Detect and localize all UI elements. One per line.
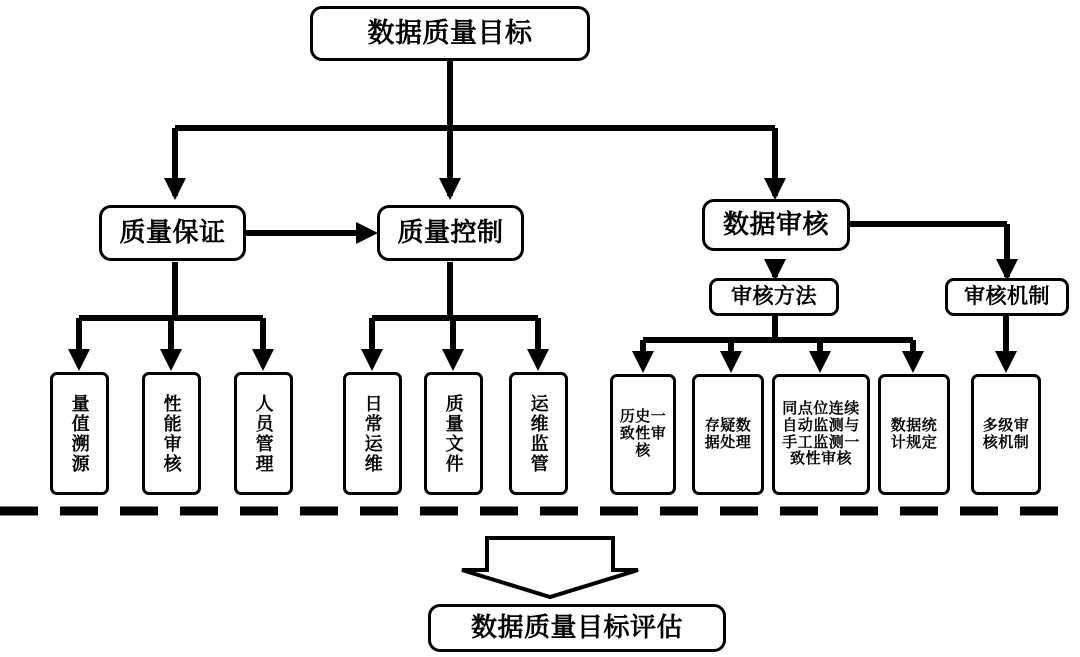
leaf-traceability[interactable] bbox=[50, 372, 109, 495]
node-label: 历史一致性审核 bbox=[619, 408, 667, 459]
leaf-personnel-management[interactable] bbox=[234, 372, 293, 495]
node-label: 数据质量目标 bbox=[367, 18, 533, 49]
node-quality-control[interactable] bbox=[377, 205, 524, 261]
leaf-auto-manual-consistency-audit[interactable] bbox=[772, 374, 870, 495]
node-quality-assurance[interactable] bbox=[99, 205, 246, 261]
node-label: 性能审核 bbox=[161, 393, 182, 474]
leaf-multilevel-audit-mechanism[interactable] bbox=[971, 374, 1041, 495]
node-label: 质量保证 bbox=[119, 217, 226, 248]
node-label: 人员管理 bbox=[253, 393, 274, 474]
node-data-quality-goal[interactable] bbox=[310, 6, 590, 61]
node-label: 多级审核机制 bbox=[982, 416, 1030, 451]
node-label: 数据质量目标评估 bbox=[470, 612, 683, 643]
node-evaluation[interactable] bbox=[428, 604, 726, 652]
node-label: 审核方法 bbox=[731, 285, 817, 309]
leaf-operations-supervision[interactable] bbox=[509, 372, 568, 495]
node-data-audit[interactable] bbox=[702, 199, 850, 251]
node-label: 运维监管 bbox=[528, 393, 549, 474]
node-label: 日常运维 bbox=[362, 393, 383, 474]
big-down-arrow bbox=[462, 538, 638, 597]
leaf-quality-documents[interactable] bbox=[424, 372, 483, 495]
leaf-performance-audit[interactable] bbox=[142, 372, 201, 495]
node-label: 质量控制 bbox=[397, 217, 504, 248]
node-label: 存疑数据处理 bbox=[704, 416, 752, 451]
node-label: 同点位连续自动监测与手工监测一致性审核 bbox=[782, 399, 860, 468]
node-label: 量值溯源 bbox=[69, 393, 90, 474]
node-audit-method[interactable] bbox=[709, 278, 839, 316]
node-label: 质量文件 bbox=[443, 393, 464, 474]
node-label: 数据审核 bbox=[722, 209, 829, 240]
leaf-questionable-data-handling[interactable] bbox=[692, 374, 764, 495]
node-label: 审核机制 bbox=[964, 285, 1050, 309]
leaf-daily-operations[interactable] bbox=[343, 372, 402, 495]
leaf-data-statistics-rules[interactable] bbox=[878, 374, 950, 495]
leaf-historical-consistency-audit[interactable] bbox=[610, 374, 676, 495]
node-audit-mechanism[interactable] bbox=[945, 278, 1069, 316]
node-label: 数据统计规定 bbox=[890, 416, 938, 451]
